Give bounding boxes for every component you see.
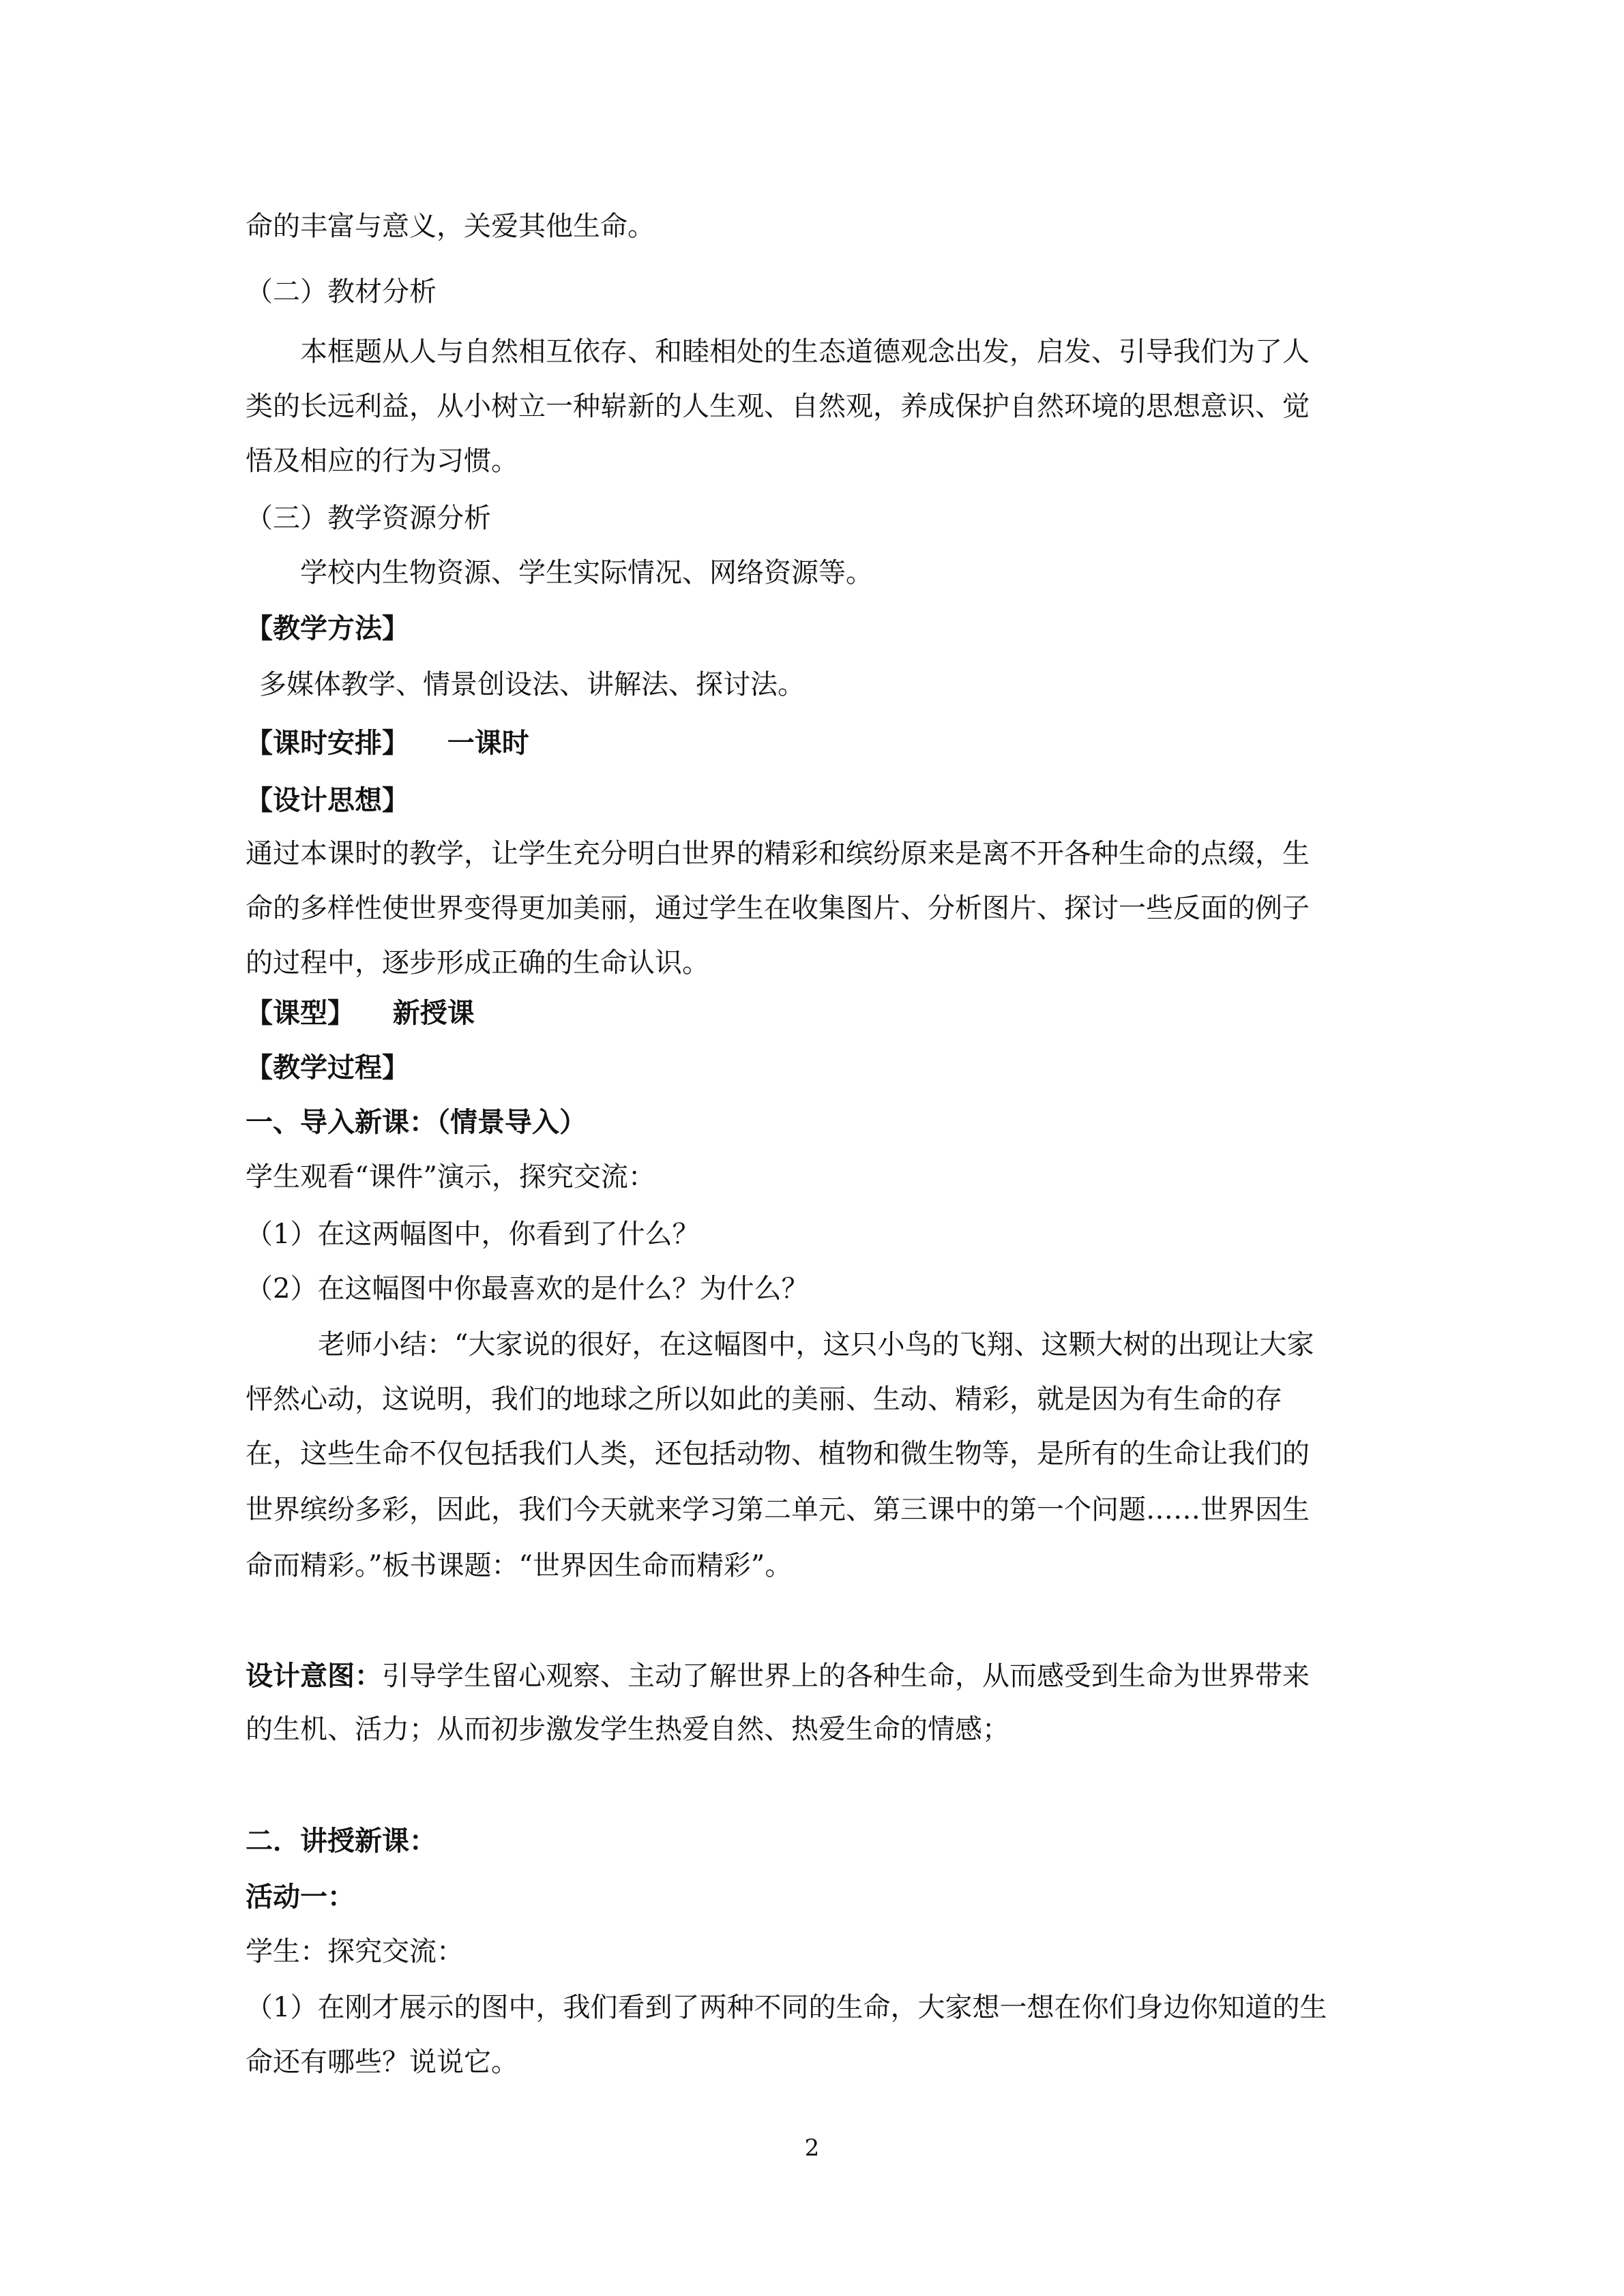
text-line: 本框题从人与自然相互依存、和睦相处的生态道德观念出发，启发、引导我们为了人	[300, 336, 1310, 368]
bold-heading: 【课型】 新授课	[246, 997, 475, 1029]
bold-heading: 一、导入新课：（情景导入）	[246, 1106, 587, 1138]
bold-heading: 二．讲授新课：	[246, 1825, 437, 1857]
text-line: 的生机、活力；从而初步激发学生热爱自然、热爱生命的情感；	[246, 1714, 1009, 1745]
text-line: （1）在刚才展示的图中，我们看到了两种不同的生命，大家想一想在你们身边你知道的生	[246, 1992, 1327, 2023]
design-intent-line	[246, 1657, 1378, 1695]
text-line: 悟及相应的行为习惯。	[246, 445, 518, 477]
text-line: 的过程中，逐步形成正确的生命认识。	[246, 947, 709, 979]
text-line: 老师小结：“大家说的很好，在这幅图中，这只小鸟的飞翔、这颗大树的出现让大家	[318, 1329, 1314, 1360]
section-heading: （三）教学资源分析	[246, 503, 491, 534]
text-line: 世界缤纷多彩，因此，我们今天就来学习第二单元、第三课中的第一个问题……世界因生	[246, 1494, 1310, 1525]
text-line: 学生：探究交流：	[246, 1936, 464, 1967]
bold-heading: 【教学方法】	[246, 612, 409, 644]
bold-heading: 【教学过程】	[246, 1052, 409, 1084]
text-line: 多媒体教学、情景创设法、讲解法、探讨法。	[259, 669, 805, 700]
text-line: 学生观看“课件”演示，探究交流：	[246, 1161, 655, 1193]
text-line: 在，这些生命不仅包括我们人类，还包括动物、植物和微生物等，是所有的生命让我们的	[246, 1438, 1310, 1470]
text-line: 怦然心动，这说明，我们的地球之所以如此的美丽、生动、精彩，就是因为有生命的存	[246, 1384, 1282, 1415]
page-number: 2	[804, 2134, 820, 2162]
design-intent-label: 设计意图：	[246, 1660, 382, 1692]
section-heading: （二）教材分析	[246, 276, 437, 308]
bold-heading: 【设计思想】	[246, 784, 409, 816]
text-line: 命的多样性使世界变得更加美丽，通过学生在收集图片、分析图片、探讨一些反面的例子	[246, 893, 1310, 924]
text-line: 通过本课时的教学，让学生充分明白世界的精彩和缤纷原来是离不开各种生命的点缀，生	[246, 838, 1310, 869]
text-line: 命而精彩。”板书课题：“世界因生命而精彩”。	[246, 1550, 793, 1581]
design-intent-text: 引导学生留心观察、主动了解世界上的各种生命，从而感受到生命为世界带来	[382, 1660, 1310, 1692]
text-line: 命的丰富与意义，关爱其他生命。	[246, 211, 655, 242]
text-line: （2）在这幅图中你最喜欢的是什么？为什么？	[246, 1273, 809, 1304]
text-line: 学校内生物资源、学生实际情况、网络资源等。	[300, 557, 873, 588]
bold-heading: 【课时安排】 一课时	[246, 727, 529, 759]
text-line: （1）在这两幅图中，你看到了什么？	[246, 1219, 700, 1250]
bold-heading: 活动一：	[246, 1881, 355, 1913]
text-line: 命还有哪些？说说它。	[246, 2046, 518, 2078]
text-line: 类的长远利益，从小树立一种崭新的人生观、自然观，养成保护自然环境的思想意识、觉	[246, 391, 1310, 422]
